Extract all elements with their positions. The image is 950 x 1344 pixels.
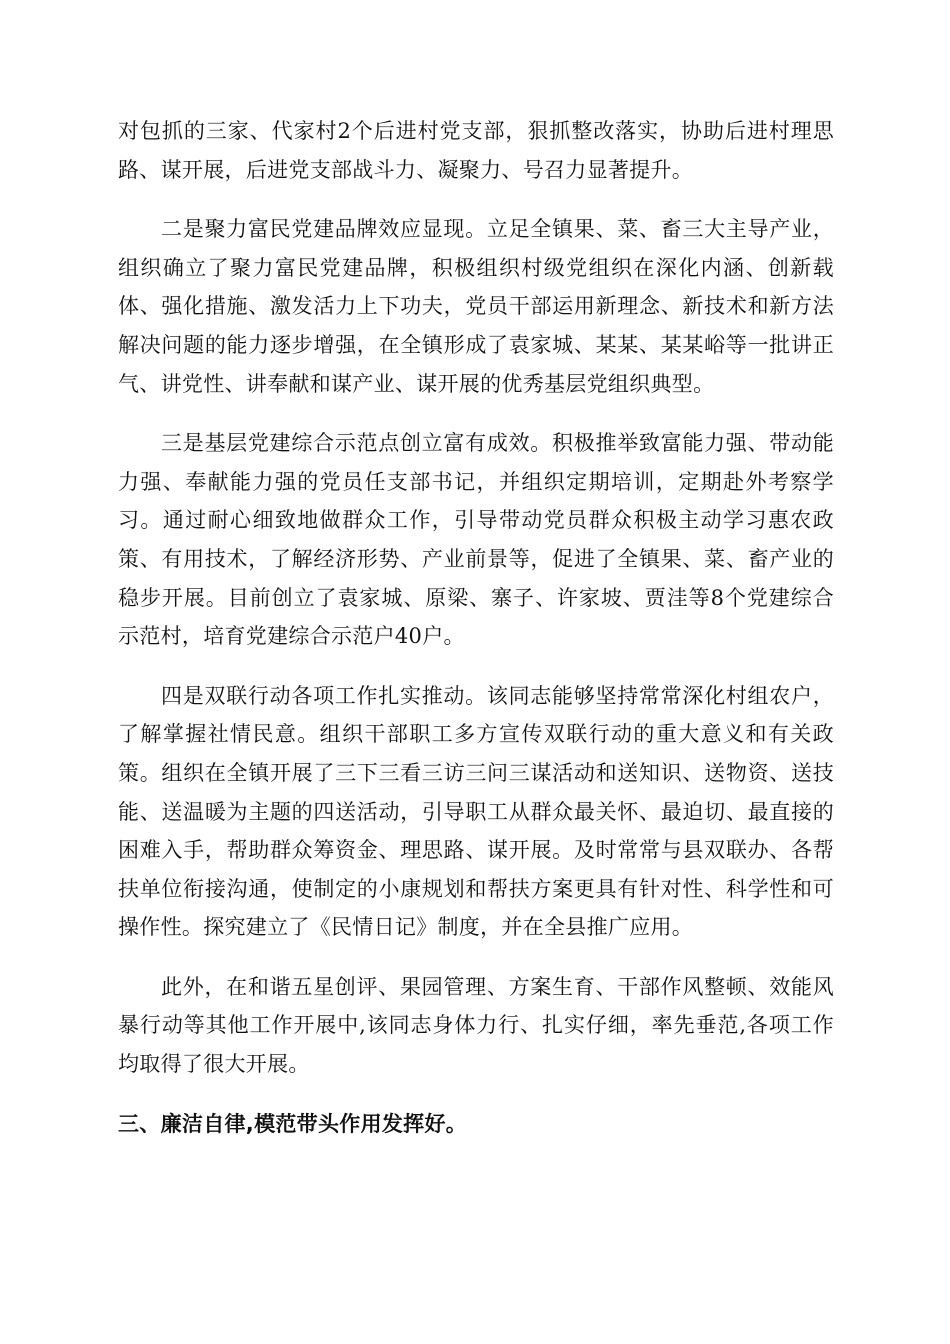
document-body xyxy=(118,112,834,1143)
paragraph-continuation: 对包抓的三家、代家村2个后进村党支部，狠抓整改落实，协助后进村理思路、谋开展，后进党支部战斗力、凝聚力、号召力显著提升。 xyxy=(118,119,834,182)
section-heading: 三、廉洁自律,模范带头作用发挥好。 xyxy=(118,1111,468,1136)
paragraph-dual-link-action: 四是双联行动各项工作扎实推动。该同志能够坚持常常深化村组农户，了解掌握社情民意。组织干部职工多方宣传双联行动的重大意义和有关政策。组织在全镇开展了三下三看三访三问三谋活动和送知识、送物资、送技能、送温暖为主题的四送活动，引导职工从群众最关怀、最迫切、最直接的困难入手，帮助群众筹资金、理思路、谋开展。及时常常与县双联办、各帮扶单位衔接沟通，使制定的小康规划和帮扶方案更具有针对性、科学性和可操作性。探究建立了《民情日记》制度，并在全县推广应用。 xyxy=(118,683,834,940)
paragraph-demonstration-sites: 三是基层党建综合示范点创立富有成效。积极推举致富能力强、带动能力强、奉献能力强的党员任支部书记，并组织定期培训，定期赴外考察学习。通过耐心细致地做群众工作，引导带动党员群众积极主动学习惠农政策、有用技术，了解经济形势、产业前景等，促进了全镇果、菜、畜产业的稳步开展。目前创立了袁家城、原梁、寨子、许家坡、贾洼等8个党建综合示范村，培育党建综合示范户40户。 xyxy=(118,431,834,649)
paragraph-party-brand: 二是聚力富民党建品牌效应显现。立足全镇果、菜、畜三大主导产业，组织确立了聚力富民党建品牌，积极组织村级党组织在深化内涵、创新载体、强化措施、激发活力上下功夫，党员干部运用新理念、新技术和新方法解决问题的能力逐步增强，在全镇形成了袁家城、某某、某某峪等一批讲正气、讲党性、讲奉献和谋产业、谋开展的优秀基层党组织典型。 xyxy=(118,217,834,396)
paragraph-other-work: 此外，在和谐五星创评、果园管理、方案生育、干部作风整顿、效能风暴行动等其他工作开展中,该同志身体力行、扎实仔细，率先垂范,各项工作均取得了很大开展。 xyxy=(118,974,834,1077)
